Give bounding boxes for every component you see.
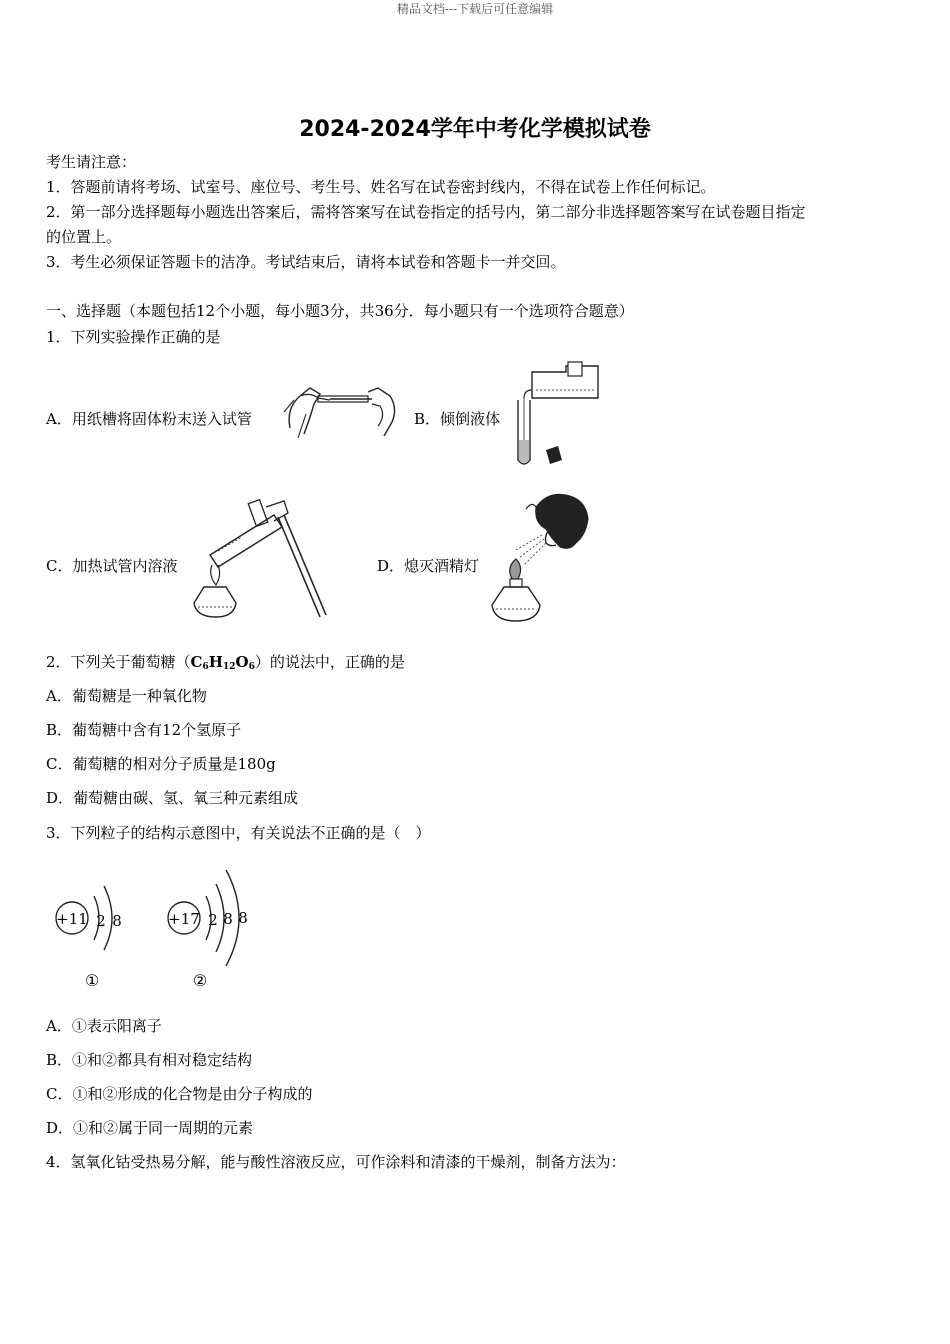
- q1-option-d: D．熄灭酒精灯: [377, 557, 480, 575]
- formula-o: O: [235, 653, 249, 671]
- particle-diagram-1: [50, 870, 130, 990]
- header-note: 精品文档---下载后可任意编辑: [396, 2, 554, 16]
- page-title: 2024-2024学年中考化学模拟试卷: [299, 117, 651, 142]
- q3-option-d: D．①和②属于同一周期的元素: [46, 1119, 254, 1137]
- q3-option-a: A．①表示阳离子: [46, 1017, 162, 1035]
- q2-option-c: C．葡萄糖的相对分子质量是180g: [46, 755, 276, 773]
- particle-2-shell-2: 8: [223, 910, 233, 928]
- q2-option-b: B．葡萄糖中含有12个氢原子: [46, 721, 242, 739]
- notice-heading: 考生请注意：: [46, 153, 137, 171]
- particle-2-shell-1: 2: [208, 911, 218, 929]
- particle-2-label: ②: [192, 971, 208, 990]
- notice-item-2-cont: 的位置上。: [46, 228, 122, 246]
- particle-2-shell-3: 8: [238, 909, 248, 927]
- glucose-formula: [191, 653, 255, 671]
- notice-item-3: 3．考生必须保证答题卡的洁净。考试结束后，请将本试卷和答题卡一并交回。: [46, 253, 566, 271]
- particle-1-shell-2: 8: [112, 912, 122, 930]
- formula-h-sub: 12: [222, 662, 236, 672]
- q2-option-d: D．葡萄糖由碳、氢、氧三种元素组成: [46, 789, 299, 807]
- notice-item-2: 2．第一部分选择题每小题选出答案后，需将答案写在试卷指定的括号内，第二部分非选择题答案写在试卷题目指定: [46, 203, 806, 221]
- formula-c-sub: 6: [202, 662, 209, 672]
- particle-2-nucleus: +17: [168, 910, 200, 928]
- particle-diagram-2: [162, 862, 262, 990]
- pouring-liquid-illustration: [510, 360, 610, 472]
- formula-h: H: [208, 653, 223, 671]
- blowing-lamp-illustration: [490, 487, 605, 627]
- q3-option-c: C．①和②形成的化合物是由分子构成的: [46, 1085, 313, 1103]
- section-heading: 一、选择题（本题包括12个小题，每小题3分，共36分．每小题只有一个选项符合题意）: [46, 302, 634, 320]
- notice-item-1: 1．答题前请将考场、试室号、座位号、考生号、姓名写在试卷密封线内，不得在试卷上作任何标记。: [46, 178, 716, 196]
- particle-1-nucleus: +11: [56, 910, 88, 928]
- q1-stem: 1．下列实验操作正确的是: [46, 328, 221, 346]
- q3-stem: 3．下列粒子的结构示意图中，有关说法不正确的是（ ）: [46, 824, 431, 842]
- q2-stem-suffix: ）的说法中，正确的是: [254, 653, 405, 671]
- heating-tube-illustration: [190, 495, 330, 625]
- formula-c: C: [190, 653, 203, 671]
- particle-1-shell-1: 2: [96, 912, 106, 930]
- q2-option-a: A．葡萄糖是一种氧化物: [46, 687, 207, 705]
- q1-option-a: A．用纸槽将固体粉末送入试管: [46, 410, 252, 428]
- q3-option-b: B．①和②都具有相对稳定结构: [46, 1051, 253, 1069]
- formula-o-sub: 6: [248, 662, 255, 672]
- particle-1-label: ①: [84, 971, 100, 990]
- q2-stem-prefix: 2．下列关于葡萄糖（: [46, 653, 191, 671]
- q2-stem: [46, 650, 405, 679]
- paper-trough-illustration: [280, 378, 405, 443]
- q1-option-c: C．加热试管内溶液: [46, 557, 178, 575]
- q1-option-b: B．倾倒液体: [414, 410, 501, 428]
- q4-stem: 4．氢氧化钴受热易分解，能与酸性溶液反应，可作涂料和清漆的干燥剂，制备方法为：: [46, 1153, 626, 1171]
